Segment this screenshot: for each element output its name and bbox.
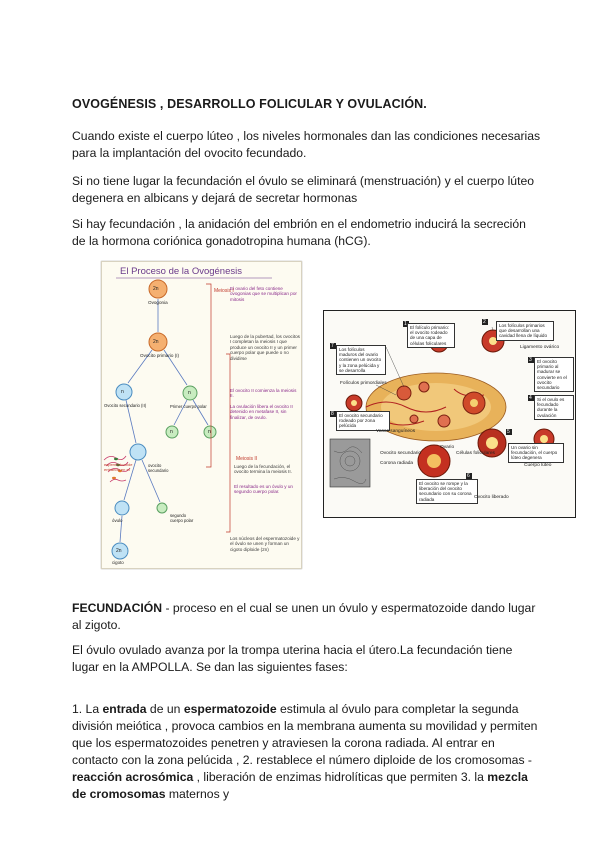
note-fertilization: Luego de la fecundación, el ovocito termina la meiosis II. <box>234 464 292 475</box>
cell-label-6: n <box>208 429 211 435</box>
step-2: 2 <box>483 319 486 325</box>
caption-box-4: El ovocito secundario rodeado por zona pelúcida <box>336 411 390 431</box>
fecundacion-definition: - proceso en el cual se unen un óvulo y espermatozoide dando lugar al zigoto. <box>72 601 536 632</box>
fase-text-e: estimula al óvulo para completar la segunda división meiótica , provoca cambios en la membrana aumenta su movilidad y permiten que los espermatozoides penetren y atraviesen la corona radiada. Al entrar en contacto con la zona pelúcida , 2. restablece el número diploide de los cromosomas - <box>72 702 538 767</box>
step-4: 4 <box>529 395 532 401</box>
paragraph-fases <box>72 701 542 803</box>
note-result: El resultado es un óvulo y un segundo cuerpo polar. <box>234 484 293 495</box>
second-polar-body-label: segundo cuerpo polar <box>170 513 194 523</box>
label-primordial-follicles: Folículos primordiales <box>340 381 387 386</box>
note-puberty: Luego de la pubertad, los ovocitos I completan la meiosis I que produce un ovocito II y un primer cuerpo polar que puede o no dividirse <box>230 334 300 361</box>
caption-box-6: Si el ovulo es fecundado durante la ovulación <box>534 395 574 420</box>
note-zygote: Los núcleos del espermatozoide y el óvulo se unen y forman un cigoto diploide (2n) <box>230 536 300 552</box>
note-fetal-ovary: El ovario del feto contiene ovogonias que se multiplican por mitosis <box>230 286 297 302</box>
step-1: 1 <box>404 321 407 327</box>
second-polar-body-cell <box>157 503 167 513</box>
page-title: OVOGÉNESIS , DESARROLLO FOLICULAR Y OVULACIÓN. <box>72 97 427 111</box>
term-espermatozoide: espermatozoide <box>183 702 277 716</box>
secondary-oocyte-label: ovocito secundario <box>148 463 169 473</box>
ovary-follicle-diagram <box>323 310 576 518</box>
ovum-label: óvulo <box>112 518 123 523</box>
label-secondary-oocyte: Ovocito secundario <box>380 451 422 456</box>
oocyte-primary-label: Ovocito primario (I) <box>140 353 180 358</box>
step-5: 5 <box>507 429 510 435</box>
step-8: 8 <box>331 411 334 417</box>
cell-label-4: n <box>188 390 191 396</box>
cell-label-1: 2n <box>153 286 159 292</box>
fase-text-i: maternos y <box>165 787 230 801</box>
cell-label-2: 2n <box>153 339 159 345</box>
secondary-oocyte-sperm-cell <box>130 444 146 460</box>
ovum-cell <box>115 501 129 515</box>
term-reaccion-acrosomica: reacción acrosómica <box>72 770 194 784</box>
oocyte-secondary-cell <box>116 384 132 400</box>
step-6: 6 <box>467 473 470 479</box>
step-3: 3 <box>529 357 532 363</box>
first-polar-body-label: Primer cuerpo polar <box>170 404 207 409</box>
label-ligament: Ligamento ovárico <box>520 345 560 350</box>
label-ovary: Ovario <box>440 445 455 450</box>
cell-label-5: n <box>170 429 173 435</box>
paragraph-fecundacion <box>72 600 542 634</box>
sperm-label: espermatozoide entrando en el <box>104 462 133 472</box>
ovogenesis-diagram-title: El Proceso de la Ovogénesis <box>120 266 242 277</box>
paragraph-no-fecundacion: Si no tiene lugar la fecundación el óvulo se eliminará (menstruación) y el cuerpo lúteo degenera en albicans y dejará de secretar hormonas <box>72 174 535 205</box>
cell-label-3: n <box>121 389 124 395</box>
meiosis-1-label: Meiosis I <box>214 288 234 294</box>
oocyte-secondary-label: Ovocito secundario (II) <box>104 403 147 408</box>
label-blood-vessels: Vasos sanguíneos <box>376 429 416 434</box>
paragraph-ampolla: El óvulo ovulado avanza por la trompa uterina hacia el útero.La fecundación tiene lugar en la AMPOLLA. Se dan las siguientes fases: <box>72 643 513 674</box>
oogonia-label: Ovogonia <box>148 300 168 305</box>
note-meiosis-2-begins: El ovocito II comienza la meiosis II. <box>230 388 297 399</box>
caption-box-2: Los folículos primarios que desarrollan una cavidad llena de líquido <box>496 321 554 341</box>
label-released-oocyte: Ovocito liberado <box>474 495 509 500</box>
caption-box-7: Un ovario sin fecundación, el cuerpo lúteo degenera <box>508 443 564 463</box>
zygote-label: cigoto <box>112 560 124 565</box>
term-entrada: entrada <box>102 702 147 716</box>
cell-label-7: 2n <box>116 548 122 554</box>
fase-text-a: 1. La <box>72 702 103 716</box>
caption-box-5: El ovocito primario al madurar se convierte en el ovocito secundario <box>534 357 574 392</box>
label-corona-radiata: Corona radiada <box>380 461 414 466</box>
label-corpus-luteum: Cuerpo lúteo <box>524 463 552 468</box>
label-follicular-cells: Células foliculares <box>456 451 495 456</box>
micrograph-image <box>330 439 370 487</box>
paragraph-cuerpo-luteo: Cuando existe el cuerpo lúteo , los niveles hormonales dan las condiciones necesarias para la implantación del ovocito fecundado. <box>72 129 541 160</box>
step-7: 7 <box>331 343 334 349</box>
term-fecundacion: FECUNDACIÓN <box>72 601 163 615</box>
fase-text-g: , liberación de enzimas hidrolíticas que permiten 3. la <box>193 770 488 784</box>
fase-text-c: de un <box>146 702 184 716</box>
caption-box-8: El ovocito se rompe y la liberación del ovocito secundario con su corona radiada <box>416 479 478 504</box>
paragraph-fecundacion-hcg: Si hay fecundación , la anidación del embrión en el endometrio inducirá la secreción de la hormona coriónica gonadotropina humana (hCG). <box>72 217 526 248</box>
meiosis-2-label: Meiosis II <box>236 456 258 462</box>
caption-box-3: Los folículos maduros del ovario contienen un ovocito y la zona pelúcida y se desarrolla <box>336 345 386 375</box>
caption-box-1: El folículo primario: el ovocito rodeado de una capa de células foliculares <box>407 323 455 348</box>
ovogenesis-diagram <box>101 261 302 569</box>
term-mezcla-cromosomas: mezcla de cromosomas <box>72 770 528 801</box>
note-ovulation: La ovulación libera el ovocito II detenido en metafase II, sin finalizar, de ovulo. <box>230 404 293 420</box>
